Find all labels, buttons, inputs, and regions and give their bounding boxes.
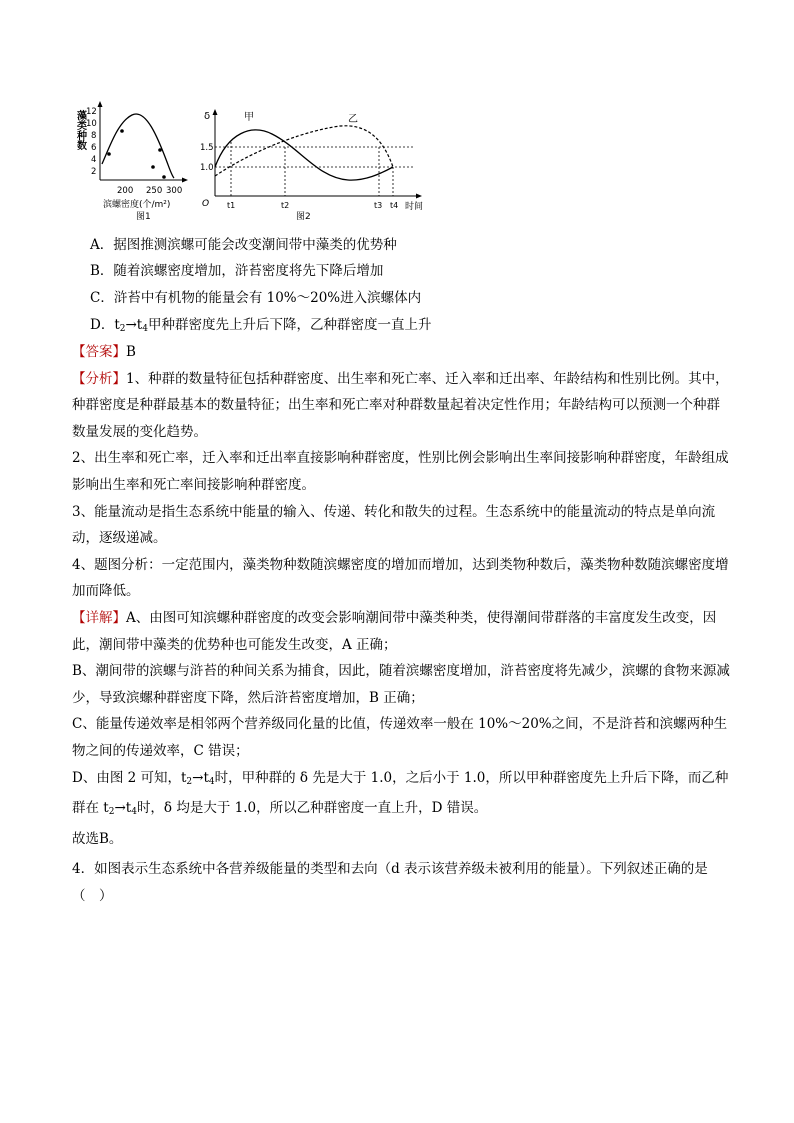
fig1-xtick: 200	[117, 186, 134, 196]
fig1-ytick: 6	[91, 143, 97, 153]
fig2-xlabel: 时间	[405, 202, 424, 212]
fig2-origin: O	[202, 199, 210, 209]
answer-line	[72, 339, 732, 366]
fig2-ytick: 1.0	[200, 163, 214, 173]
fig1-caption: 图1	[136, 212, 151, 222]
fig2-xtick: t2	[281, 201, 290, 210]
detail-text: 时，δ 均是大于 1.0，所以乙种群密度一直上升，D 错误。	[136, 800, 488, 817]
fig2-caption: 图2	[296, 212, 311, 222]
option-d-text: →t	[125, 317, 143, 333]
option-a: A．据图推测滨螺可能会改变潮间带中藻类的优势种	[90, 237, 397, 253]
question-4: 4．如图表示生态系统中各营养级能量的类型和去向（d 表示该营养级未被利用的能量）。下列叙述正确的是（ ）	[72, 861, 708, 904]
detail-text: →t	[192, 769, 209, 786]
fig1-ytick: 4	[91, 155, 97, 165]
detail-c: C、能量传递效率是相邻两个营养级同化量的比值，传递效率一般在 10%～20%之间，不是浒苔和滨螺两种生物之间的传递效率，C 错误；	[72, 716, 728, 759]
fig1-point	[107, 152, 111, 156]
option-c: C．浒苔中有机物的能量会有 10%～20%进入滨螺体内	[90, 290, 422, 306]
fig1-curve	[102, 114, 174, 178]
fig1-point	[162, 175, 166, 179]
fig1-point	[120, 129, 124, 133]
option-b: B．随着滨螺密度增加，浒苔密度将先下降后增加	[90, 263, 384, 279]
subscript: 4	[131, 807, 137, 818]
detail-b: B、潮间带的滨螺与浒苔的种间关系为捕食，因此，随着滨螺密度增加，浒苔密度将先减少，滨螺的食物来源减少，导致滨螺种群密度下降，然后浒苔密度增加，B 正确；	[72, 663, 730, 706]
fig1-ytick: 10	[86, 119, 97, 129]
figure-2	[200, 106, 450, 228]
fig2-xtick: t3	[374, 201, 383, 210]
fig1-ytick: 2	[91, 167, 97, 177]
fig2-label-jia: 甲	[244, 112, 254, 123]
detail-text: D、由图 2 可知，t	[72, 769, 187, 786]
fig2-xtick: t4	[390, 201, 399, 210]
fig2-label-yi: 乙	[348, 114, 358, 125]
answer-tag: 【答案】	[72, 344, 126, 360]
fig1-xtick: 250	[146, 186, 163, 196]
fig1-point	[151, 165, 155, 169]
fig1-ylabel: 藻类种数	[74, 110, 86, 150]
option-d	[90, 316, 431, 338]
fig2-ytick: 1.5	[200, 143, 214, 153]
fig1-xlabel: 滨螺密度(个/m²)	[103, 200, 171, 210]
fig2-curve-jia	[215, 130, 393, 180]
analysis-p2: 2、出生率和死亡率，迁入率和迁出率直接影响种群密度，性别比例会影响出生率间接影响种群密度，年龄组成影响出生率和死亡率间接影响种群密度。	[72, 450, 729, 493]
subscript: 4	[208, 776, 215, 787]
fig1-point	[158, 148, 162, 152]
detail-tag: 【详解】	[72, 609, 126, 626]
figure-1	[72, 100, 192, 228]
fig1-ytick: 12	[86, 107, 97, 117]
fig1-x-arrow	[182, 178, 188, 183]
subscript: 2	[108, 807, 115, 818]
fig2-y-arrow	[213, 109, 218, 115]
fig1-y-arrow	[98, 101, 103, 107]
detail-a	[72, 605, 732, 658]
analysis-tag: 【分析】	[72, 370, 126, 387]
analysis-text: 1、种群的数量特征包括种群密度、出生率和死亡率、迁入率和迁出率、年龄结构和性别比例。其中，种群密度是种群最基本的数量特征；出生率和死亡率对种群数量起着决定性作用；年龄结构可以预测一个种群数量发展的变化趋势。	[72, 370, 729, 440]
subscript: 2	[119, 324, 126, 334]
fig2-ylabel: δ	[204, 111, 211, 122]
fig1-ytick: 8	[91, 131, 97, 141]
answer-value: B	[126, 344, 136, 360]
detail-text: A、由图可知滨螺种群密度的改变会影响潮间带中藻类种类，使得潮间带群落的丰富度发生改变，因此，潮间带中藻类的优势种也可能发生改变，A 正确；	[72, 609, 717, 653]
analysis-p3: 3、能量流动是指生态系统中能量的输入、传递、转化和散失的过程。生态系统中的能量流动的特点是单向流动，逐级递减。	[72, 503, 716, 547]
solution	[72, 339, 732, 852]
subscript: 4	[142, 324, 148, 334]
figures	[72, 100, 452, 230]
analysis-p1	[72, 366, 732, 446]
conclusion: 故选B。	[72, 830, 123, 847]
detail-d	[72, 765, 732, 826]
option-d-text: D．t	[90, 317, 120, 333]
option-d-text: 甲种群密度先上升后下降，乙种群密度一直上升	[147, 317, 432, 333]
analysis-p4: 4、题图分析：一定范围内，藻类物种数随滨螺密度的增加而增加，达到类物种数后，藻类物种数随滨螺密度增加而降低。	[72, 556, 729, 600]
fig2-x-arrow	[416, 194, 422, 199]
subscript: 2	[186, 776, 193, 787]
detail-text: 时，甲种群的 δ 先是大于 1.0，之后小于 1.0，所以甲种群密度先上升后下降，而乙种群在 t	[72, 769, 729, 817]
fig1-xtick: 300	[166, 186, 183, 196]
fig2-xtick: t1	[227, 201, 236, 210]
detail-text: →t	[114, 800, 132, 817]
